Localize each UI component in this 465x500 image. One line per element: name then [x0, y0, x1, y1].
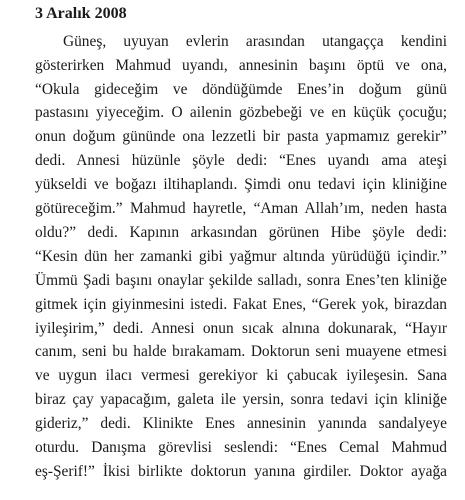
- text-line: iyileşirim,” dedi. Annesi onun sıcak alnına dokunarak, “Hayır: [35, 320, 447, 337]
- text-line: oldu?” dedi. Kapının arkasından görünen Hibe şöyle dedi:: [35, 224, 447, 241]
- text-line: “Kesin dün her zamanki gibi yağmur altında yürüdüğü içindir.”: [35, 248, 447, 265]
- text-line: canım, seni bu halde bırakamam. Doktorun seni muayene etmesi: [35, 343, 447, 360]
- text-line: Güneş, uyuyan evlerin arasından utangaçça kendini: [63, 33, 447, 50]
- text-line: gideriz,” dedi. Klinikte Enes annesinin yanında sandalyeye: [35, 415, 447, 432]
- text-line: “Okula gideceğim ve döndüğümde Enes’in doğum günü: [35, 81, 447, 98]
- text-line: pastasını yiyeceğim. O ailenin gözbebeği ve en küçük çocuğu;: [35, 104, 447, 121]
- text-line: gitmek için giyinmesini istedi. Fakat Enes, “Gerek yok, birazdan: [35, 296, 447, 313]
- text-line: Ümmü Şadi başını onaylar şekilde salladı, sonra Enes’ten kliniğe: [35, 272, 447, 289]
- text-line: gösterirken Mahmud uyandı, annesinin başını öptü ve ona,: [35, 57, 447, 74]
- text-line: ve uygun ilacı vermesi gerekiyor ki çabucak iyileşesin. Sana: [35, 367, 447, 384]
- text-line: biraz çay yapacağım, galeta ile yersin, sonra tedavi için kliniğe: [35, 391, 447, 408]
- text-line: götüreceğim.” Mahmud hayretle, “Aman Allah’ım, neden hasta: [35, 200, 447, 217]
- text-line: onun doğum gününde ona lezzetli bir pasta yapmamız gerekir”: [35, 128, 447, 145]
- text-line: oturdu. Danışma görevlisi seslendi: “Enes Cemal Mahmud: [35, 439, 447, 456]
- text-line: yükseldi ve boğazı iltihaplandı. Şimdi onu tedavi için kliniğine: [35, 176, 447, 193]
- text-line: eş-Şerif!” İkisi birlikte doktorun yanına girdiler. Doktor ayağa: [35, 463, 447, 480]
- date-heading: 3 Aralık 2008: [35, 5, 127, 22]
- text-line: dedi. Annesi hüzünle şöyle dedi: “Enes uyandı ama ateşi: [35, 152, 447, 169]
